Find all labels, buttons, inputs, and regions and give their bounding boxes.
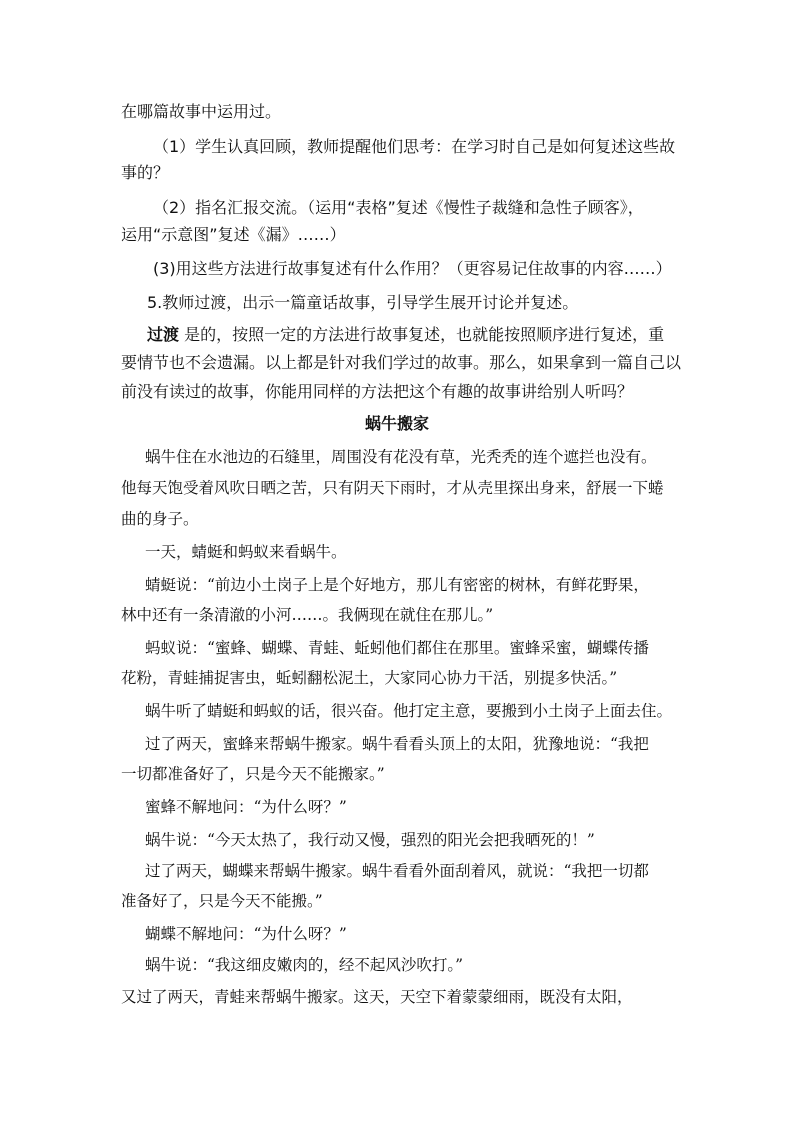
text-line: 蝴蝶不解地问：“为什么呀？”: [145, 925, 347, 943]
text-line: 蜗牛说：“我这细皮嫩肉的，经不起风沙吹打。”: [145, 956, 464, 974]
text-line: （2）指名汇报交流。（运用“表格”复述《慢性子裁缝和急性子顾客》，: [153, 198, 644, 217]
text-line: 蜜蜂不解地问：“为什么呀？”: [145, 798, 347, 816]
text-line: 过了两天，蝴蝶来帮蜗牛搬家。蜗牛看看外面刮着风，就说：“我把一切都: [145, 862, 649, 880]
text-span: 是的，按照一定的方法进行故事复述，也就能按照顺序进行复述，重: [184, 325, 665, 344]
text-line: 曲的身子。: [121, 510, 199, 528]
text-line: 事的？: [121, 163, 170, 182]
text-line: [147, 324, 664, 346]
text-line: 一天，蜻蜓和蚂蚁来看蜗牛。: [145, 543, 347, 561]
text-line: 准备好了，只是今天不能搬。”: [121, 892, 323, 910]
text-line: 蜗牛听了蜻蜓和蚂蚁的话，很兴奋。他打定主意，要搬到小土岗子上面去住。: [145, 702, 673, 720]
text-line: 要情节也不会遗漏。以上都是针对我们学过的故事。那么，如果拿到一篇自己以: [121, 353, 682, 372]
text-line: 蜻蜓说：“前边小土岗子上是个好地方，那儿有密密的树林，有鲜花野果，: [145, 576, 649, 594]
text-line: 一切都准备好了，只是今天不能搬家。”: [121, 765, 385, 783]
text-line: 蜗牛住在水池边的石缝里，周围没有花没有草，光秃秃的连个遮拦也没有。: [145, 448, 657, 466]
text-line: 前没有读过的故事，你能用同样的方法把这个有趣的故事讲给别人听吗？: [121, 382, 634, 401]
story-title: 蜗牛搬家: [364, 414, 429, 433]
text-line: 花粉，青蛙捕捉害虫，蚯蚓翻松泥土，大家同心协力干活，别提多快活。”: [121, 669, 618, 687]
text-line: 蚂蚁说：“蜜蜂、蝴蝶、青蛙、蚯蚓他们都住在那里。蜜蜂采蜜，蝴蝶传播: [145, 639, 649, 657]
text-line: 运用“示意图”复述《漏》……）: [121, 225, 346, 244]
text-line: 在哪篇故事中运用过。: [121, 102, 282, 121]
text-line: 他每天饱受着风吹日晒之苦，只有阴天下雨时，才从壳里探出身来，舒展一下蜷: [121, 479, 664, 497]
text-line: 又过了两天，青蛙来帮蜗牛搬家。这天，天空下着蒙蒙细雨，既没有太阳，: [121, 988, 633, 1006]
text-line: (3)用这些方法进行故事复述有什么作用？（更容易记住故事的内容……）: [153, 259, 672, 278]
transition-label: 过渡: [147, 325, 180, 344]
text-line: 蜗牛说：“今天太热了，我行动又慢，强烈的阳光会把我晒死的！”: [145, 831, 595, 849]
text-line: 5.教师过渡，出示一篇童话故事，引导学生展开讨论并复述。: [147, 293, 579, 312]
text-line: （1）学生认真回顾，教师提醒他们思考：在学习时自己是如何复述这些故: [153, 137, 676, 156]
text-line: 林中还有一条清澈的小河……。我俩现在就住在那儿。”: [121, 606, 494, 624]
text-line: 过了两天，蜜蜂来帮蜗牛搬家。蜗牛看看头顶上的太阳，犹豫地说：“我把: [145, 735, 649, 753]
